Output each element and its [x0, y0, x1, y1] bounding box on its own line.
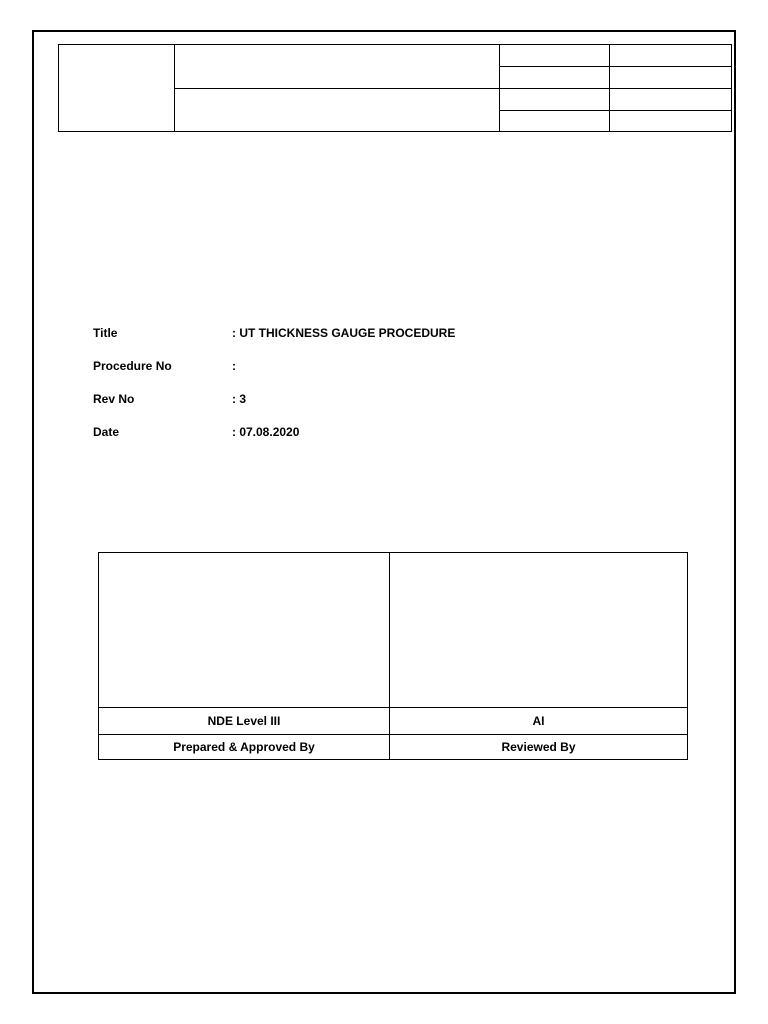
info-row-title [93, 326, 593, 359]
header-meta-value-1 [609, 44, 732, 67]
info-row-rev-no [93, 392, 593, 425]
info-row-date [93, 425, 593, 458]
info-label: Date [93, 425, 120, 439]
header-meta-value-3 [609, 88, 732, 111]
header-meta-value-4 [609, 110, 732, 132]
header-meta-label-1 [499, 44, 610, 67]
header-meta-label-4 [499, 110, 610, 132]
info-label: Rev No [93, 392, 135, 406]
header-meta-value-2 [609, 66, 732, 89]
signature-caption-left: Prepared & Approved By [98, 734, 390, 760]
info-label: Procedure No [93, 359, 172, 373]
page-border [32, 30, 736, 994]
header-title-bottom-cell [174, 88, 500, 132]
signature-role-left: NDE Level III [98, 707, 390, 735]
info-value: : [232, 359, 236, 373]
header-meta-label-3 [499, 88, 610, 111]
signature-space-right [389, 552, 688, 708]
info-value: : 3 [232, 392, 247, 406]
info-row-procedure-no [93, 359, 593, 392]
info-label: Title [93, 326, 118, 340]
info-value: : UT THICKNESS GAUGE PROCEDURE [232, 326, 456, 340]
signature-space-left [98, 552, 390, 708]
header-table [58, 44, 732, 132]
info-value: : 07.08.2020 [232, 425, 300, 439]
signature-caption-right: Reviewed By [389, 734, 688, 760]
signature-table [98, 552, 688, 760]
header-meta-label-2 [499, 66, 610, 89]
logo-cell [58, 44, 175, 132]
header-title-top-cell [174, 44, 500, 89]
signature-role-right: AI [389, 707, 688, 735]
procedure-info [93, 326, 593, 458]
